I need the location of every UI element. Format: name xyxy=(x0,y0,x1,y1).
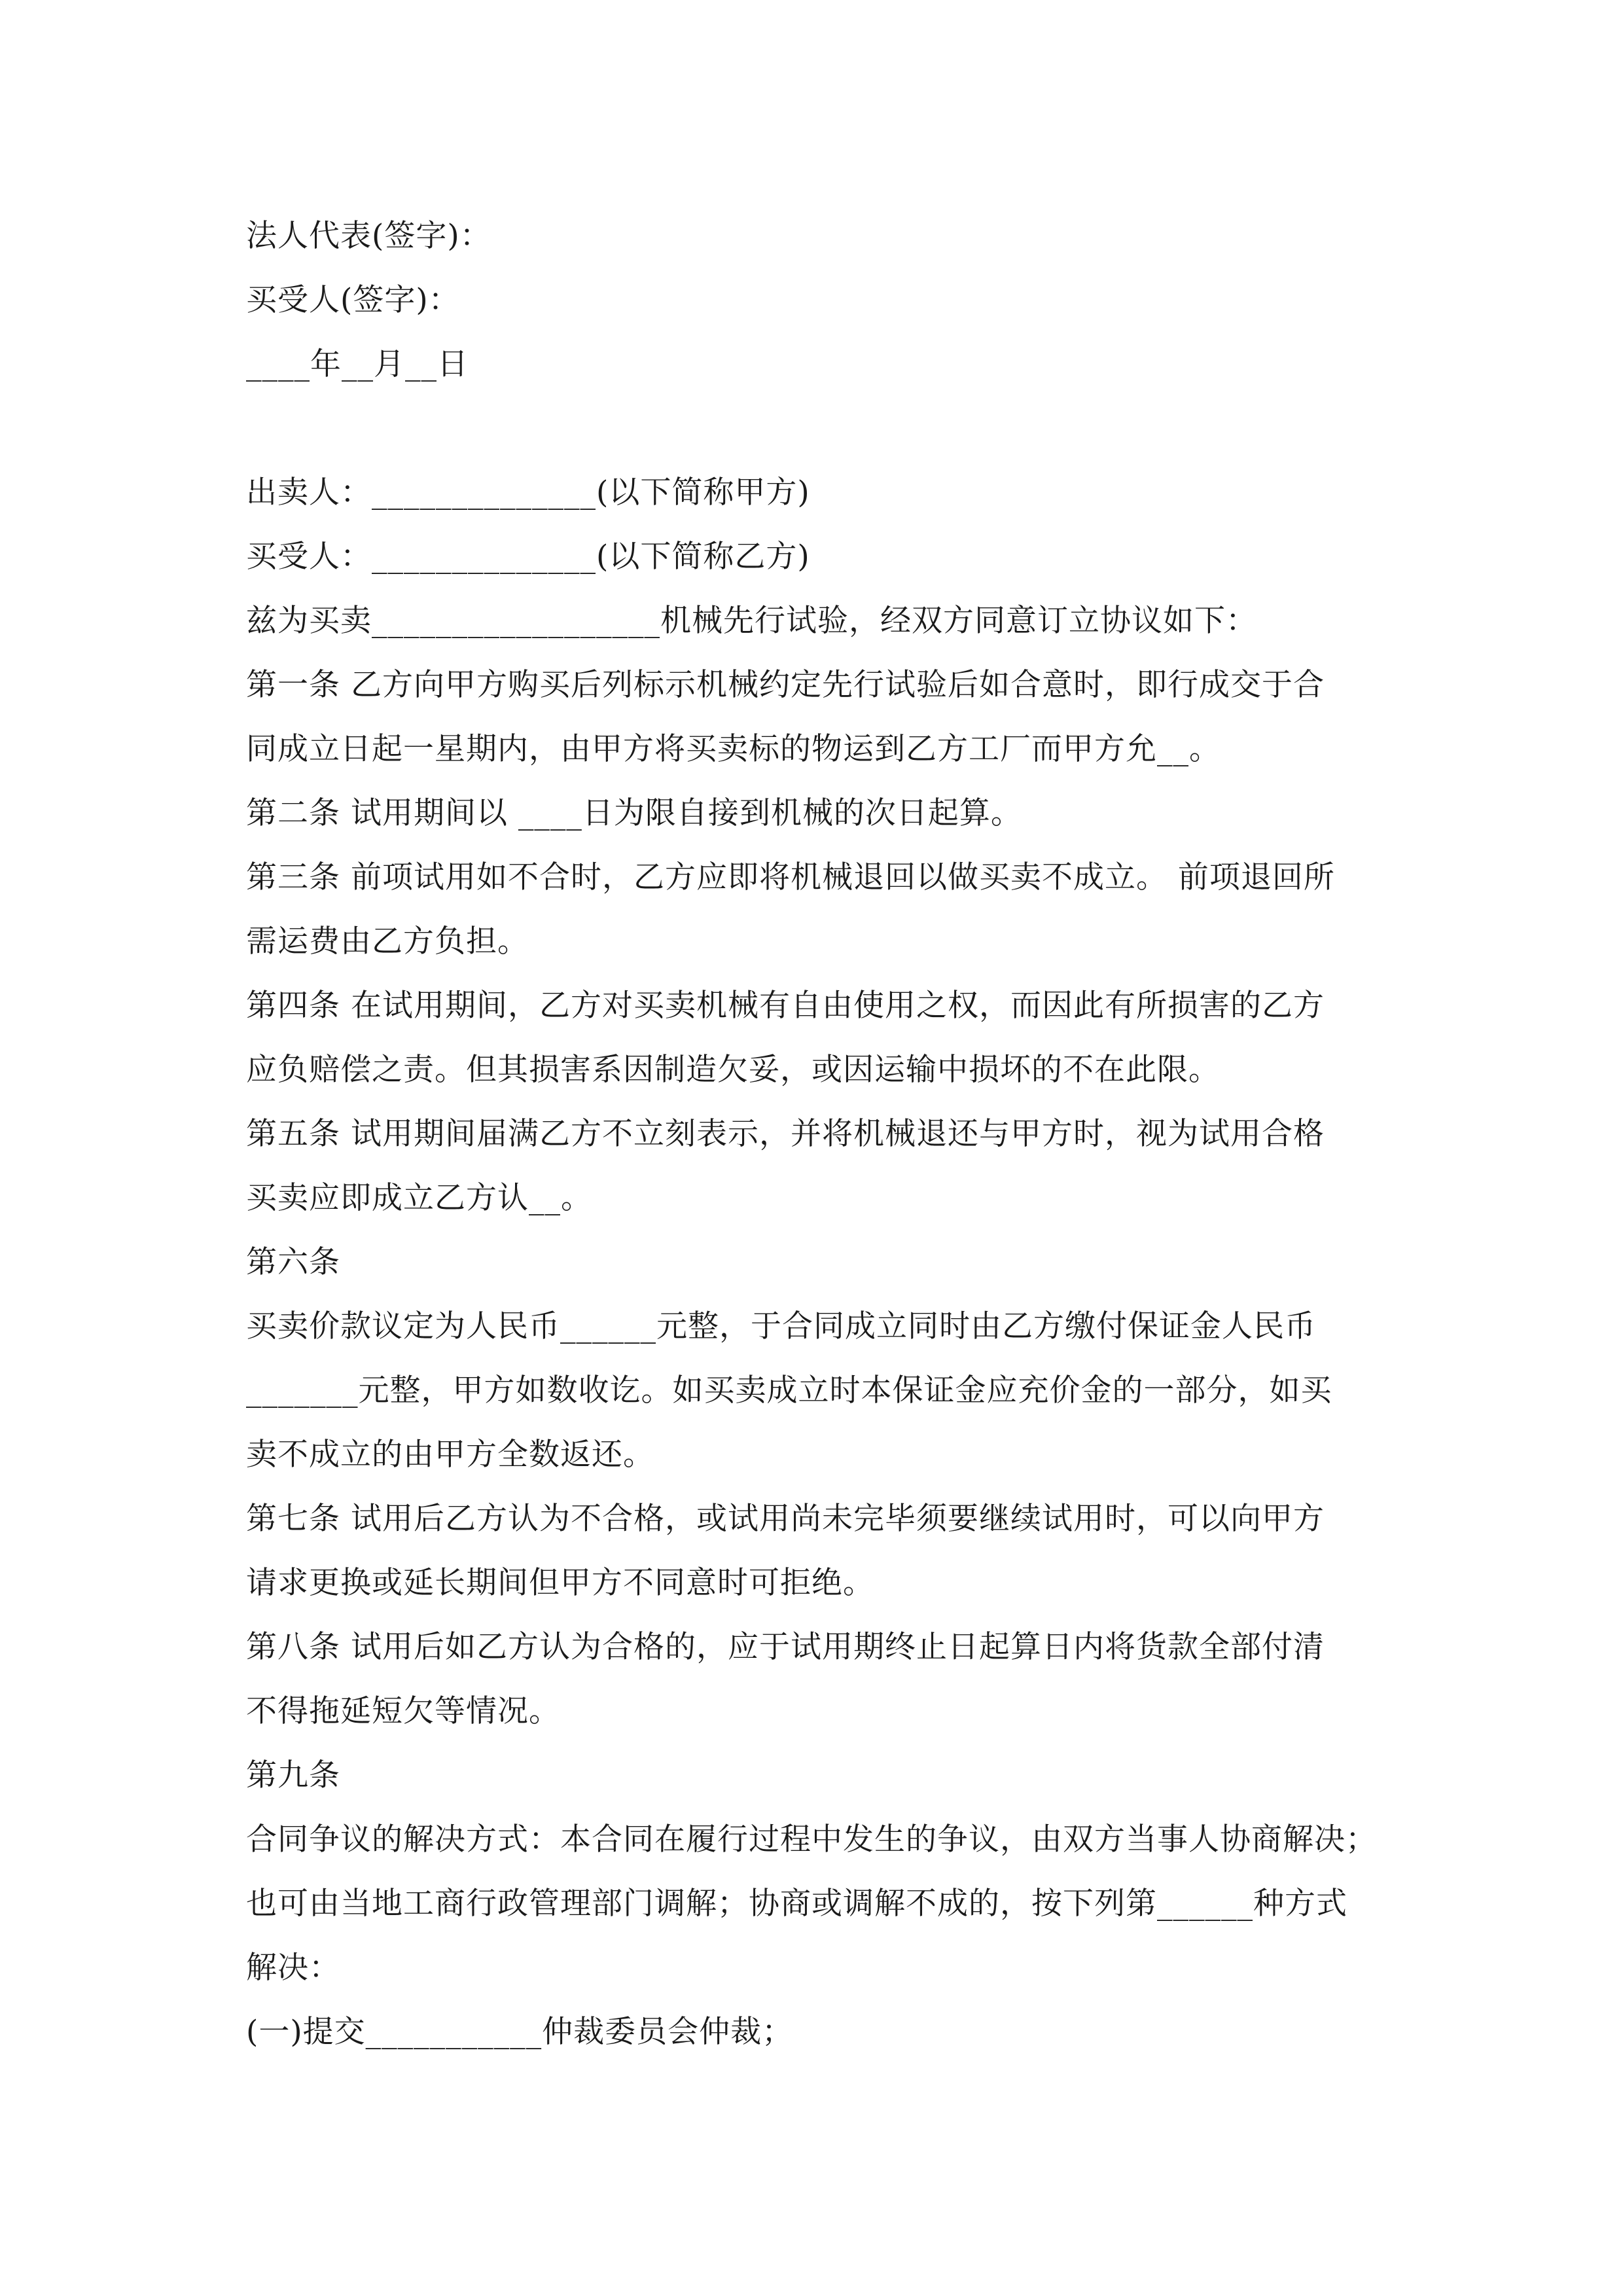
legal-rep-signature-line: 法人代表(签字)： xyxy=(246,218,491,254)
date-line: ____年__月__日 xyxy=(246,346,469,382)
article-8-line-2: 不得拖延短欠等情况。 xyxy=(246,1693,560,1729)
article-1-line-2: 同成立日起一星期内，由甲方将买卖标的物运到乙方工厂而甲方允__。 xyxy=(246,731,1221,767)
intro-line: 兹为买卖__________________机械先行试验，经双方同意订立协议如下： xyxy=(246,603,1257,639)
article-7-line-1: 第七条 试用后乙方认为不合格，或试用尚未完毕须要继续试用时，可以向甲方 xyxy=(246,1501,1325,1537)
article-6-line-1: 买卖价款议定为人民币______元整，于合同成立同时由乙方缴付保证金人民币 xyxy=(246,1308,1316,1344)
article-8-line-1: 第八条 试用后如乙方认为合格的，应于试用期终止日起算日内将货款全部付清 xyxy=(246,1629,1325,1665)
article-7-line-2: 请求更换或延长期间但甲方不同意时可拒绝。 xyxy=(246,1565,874,1601)
section-gap xyxy=(246,397,1380,461)
buyer-signature-line: 买受人(签字)： xyxy=(246,282,460,318)
article-9-title: 第九条 xyxy=(246,1757,340,1793)
article-9-line-3: 解决： xyxy=(246,1950,340,1986)
article-1-line-1: 第一条 乙方向甲方购买后列标示机械约定先行试验后如合意时，即行成交于合 xyxy=(246,667,1325,703)
article-5-line-2: 买卖应即成立乙方认__。 xyxy=(246,1180,592,1216)
article-6-line-3: 卖不成立的由甲方全数返还。 xyxy=(246,1437,654,1473)
article-3-line-1: 第三条 前项试用如不合时，乙方应即将机械退回以做买卖不成立。 前项退回所 xyxy=(246,859,1335,895)
article-4-line-1: 第四条 在试用期间，乙方对买卖机械有自由使用之权，而因此有所损害的乙方 xyxy=(246,988,1325,1024)
article-3-line-2: 需运费由乙方负担。 xyxy=(246,924,529,960)
article-5-line-1: 第五条 试用期间届满乙方不立刻表示，并将机械退还与甲方时，视为试用合格 xyxy=(246,1116,1325,1152)
seller-party-line: 出卖人：______________(以下简称甲方) xyxy=(246,475,810,511)
article-2-line: 第二条 试用期间以 ____日为限自接到机械的次日起算。 xyxy=(246,795,1022,831)
contract-body xyxy=(246,204,1380,2064)
article-9-line-1: 合同争议的解决方式：本合同在履行过程中发生的争议，由双方当事人协商解决； xyxy=(246,1821,1377,1857)
article-6-line-2: _______元整，甲方如数收讫。如买卖成立时本保证金应充价金的一部分，如买 xyxy=(246,1372,1332,1408)
article-6-title: 第六条 xyxy=(246,1244,340,1280)
buyer-party-line: 买受人：______________(以下简称乙方) xyxy=(246,539,810,575)
article-9-line-2: 也可由当地工商行政管理部门调解；协商或调解不成的，按下列第______种方式 xyxy=(246,1886,1347,1922)
article-4-line-2: 应负赔偿之责。但其损害系因制造欠妥，或因运输中损坏的不在此限。 xyxy=(246,1052,1220,1088)
article-9-option-1: (一)提交___________仲裁委员会仲裁； xyxy=(246,2014,794,2050)
